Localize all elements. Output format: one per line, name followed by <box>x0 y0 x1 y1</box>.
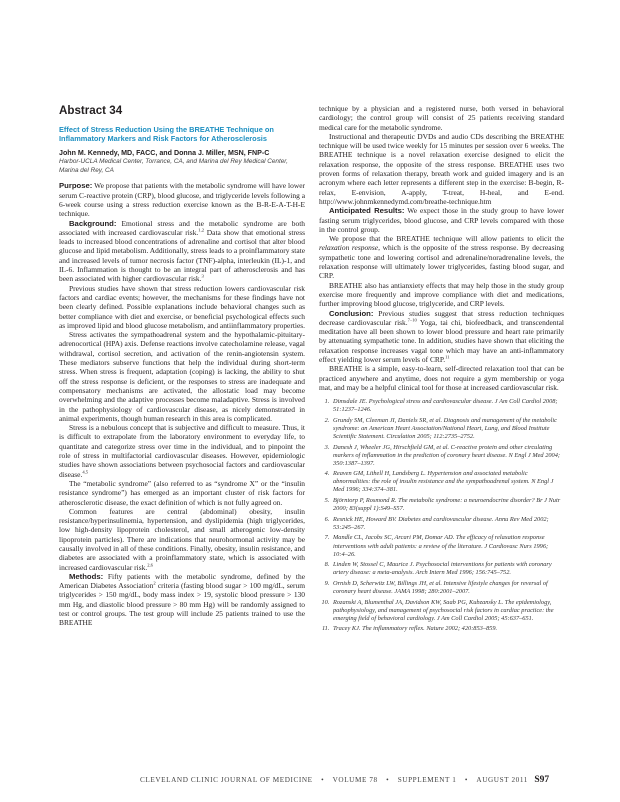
metabolic-syndrome-paragraph: The “metabolic syndrome” (also referred to as “syndrome X” or the “insulin resistance syndrome”) has emerged as an important cluster of risk factors for atherosclerotic disease, the exact definition of which is not fully agreed on. <box>59 478 305 507</box>
citation: 1,2 <box>198 227 205 233</box>
citation: 11 <box>445 354 450 360</box>
dvd-paragraph: Instructional and therapeutic DVDs and audio CDs describing the BREATHE technique will be used twice weekly for 15 minutes per session over 6 weeks. The BREATHE technique is a novel relaxation exercise designed to elicit the relaxation response, the opposite of the stress response. BREATHE uses two proven forms of relaxation therapy, breath work and guided imagery and is an acronym where each letter represents a different step in the exercise: B-begin, R-relax, E-envision, A-apply, T-treat, H-heal, and E-end. http://www.johnmkennedymd.com/breathe-technique.htm <box>319 131 564 206</box>
authors: John M. Kennedy, MD, FACC, and Donna J. Miller, MSN, FNP-C <box>59 148 270 157</box>
results-heading: Anticipated Results: <box>329 206 405 216</box>
reference-item: 5. Björntorp P, Rosmond R. The metabolic syndrome: a neuroendocrine disorder? Br J Nutr 2000; 83(suppl 1):S49–S57. <box>331 497 564 513</box>
reference-item: 7. Mandle CL, Jacobs SC, Arcari PM, Domar AD. The efficacy of relaxation response interventions with adult patients: a review of the literature. J Cardiovasc Nurs 1996; 10:4–26. <box>331 534 564 558</box>
reference-item: 10. Rozanski A, Blumenthal JA, Davidson KW, Saab PG, Kubzansky L. The epidemiology, pathophysiology, and management of psychosocial risk factors in cardiac practice: the emerging field of behavioral cardiology. J Am Coll Cardiol 2005; 45:637–651. <box>331 599 564 623</box>
methods-heading: Methods: <box>69 571 104 581</box>
separator: • <box>386 776 390 784</box>
left-column <box>59 104 305 628</box>
reference-item: 4. Reaven GM, Lithell H, Landsberg L. Hypertension and associated metabolic abnormalities: the role of insulin resistance and the sympathoadrenal system. N Engl J Med 1996; 334:374–381. <box>331 470 564 494</box>
citation: 2 <box>153 580 156 586</box>
background-text-1: Emotional stress and the metabolic syndrome are both associated with increased cardiovascular risk. <box>59 218 306 237</box>
background-text-2: Data show that emotional stress leads to increased blood concentrations of adrenaline and cortisol that alter blood glucose and lipid metabolism. Additionally, stress leads to a proinflammatory state and increased levels of tumor necrosis factor (TNF)-alpha, interleukin (IL)-1, and IL-6. Inflammation is thought to be an integral part of atherosclerosis and has been associated with higher cardiovascular risk. <box>59 227 305 284</box>
conclusion-heading: Conclusion: <box>329 308 374 318</box>
purpose-heading: Purpose: <box>59 181 93 191</box>
affiliation: Harbor-UCLA Medical Center, Torrance, CA, and Marina del Rey Medical Center, Marina del Rey, CA <box>59 158 288 174</box>
results-text: We expect those in the study group to have lower fasting serum triglycerides, blood glucose, and CRP levels compared with those in the control group. <box>319 206 564 234</box>
propose-paragraph <box>319 234 564 280</box>
methods-continued-paragraph: technique by a physician and a registered nurse, both versed in behavioral cardiology; the control group will consist of 25 patients receiving standard medical care for the metabolic syndrome. <box>319 104 564 132</box>
background-paragraph <box>59 219 305 284</box>
reference-item: 1. Dimsdale JE. Psychological stress and cardiovascular disease. J Am Coll Cardiol 2008; 51:1237–1246. <box>331 398 564 414</box>
common-features-paragraph <box>59 507 305 572</box>
citation: 7–10 <box>407 317 417 323</box>
nebulous-text: Stress is a nebulous concept that is subjective and difficult to measure. Thus, it is difficult to extrapolate from the laboratory environment to everyday life, to quantitate and categorize stress over time in the individual, and to pinpoint the role of stress in multifactorial cardiovascular diseases. However, epidemiologic studies have shown associations between psychosocial factors and cardiovascular disease. <box>59 423 305 479</box>
supplement: SUPPLEMENT 1 <box>397 776 457 784</box>
volume: VOLUME 78 <box>332 776 378 784</box>
issue-date: AUGUST 2011 <box>476 776 528 784</box>
conclusion-text-1: Previous studies suggest that stress reduction techniques decrease cardiovascular risk. <box>319 308 565 327</box>
page-footer <box>140 775 560 787</box>
nebulous-concept-paragraph <box>59 423 305 479</box>
reference-item: 11. Tracey KJ. The inflammatory reflex. Nature 2002; 420:853–859. <box>331 625 564 633</box>
reference-item: 6. Resnick HE, Howard BV. Diabetes and cardiovascular disease. Annu Rev Med 2002; 53:245–267. <box>331 516 564 532</box>
relaxation-response-term: relaxation response <box>319 243 379 253</box>
purpose-text: We propose that patients with the metabolic syndrome will have lower serum C-reactive protein (CRP), blood glucose, and triglyceride levels following a 6-week course using a stress reduction exercise known as the B-R-E-A-T-H-E technique. <box>59 181 305 219</box>
conclusion-text-2: Yoga, tai chi, biofeedback, and transcendental meditation have all been shown to lower blood pressure and heart rate primarily by attenuating sympathetic tone. In addition, studies have shown that eliciting the relaxation response increases vagal tone which may have an anti-inflammatory effect yielding lower serum levels of CRP. <box>319 317 564 365</box>
conclusion-paragraph <box>319 309 564 365</box>
methods-text-2: criteria (fasting blood sugar > 100 mg/dL, serum triglycerides > 150 mg/dL, body mass index > 19, systolic blood pressure > 130 mm Hg, and diastolic blood pressure > 80 mm Hg) will be randomly assigned to test or control groups. The test group will include 25 patients trained to use the BREATHE <box>59 581 305 628</box>
citation: 4,5 <box>82 469 89 475</box>
reference-item: 3. Danesh J, Wheeler JG, Hirschfield GM, et al. C-reactive protein and other circulating markers of inflammation in the prediction of coronary heart disease. N Engl J Med 2004; 350:1387–1397. <box>331 444 564 468</box>
abstract-label: Abstract 34 <box>59 104 123 117</box>
common-features-text: Common features are central (abdominal) obesity, insulin resistance/hyperinsulinemia, hypertension, and dyslipidemia (high triglycerides, low high-density lipoprotein cholesterol, and small atherogenic low-density lipoprotein particles). There are indications that neurohormonal activity may be causally involved in all of these conditions. Finally, obesity, insulin resistance, and diabetes are associated with a proinflammatory state, which is associated with increased cardiovascular risk. <box>59 506 305 572</box>
methods-text-1: Fifty patients with the metabolic syndrome, defined by the American Diabetes Association <box>59 571 306 591</box>
previous-studies-paragraph: Previous studies have shown that stress reduction lowers cardiovascular risk factors and cardiac events; however, the mechanisms for these findings have not been clearly defined. Possible explanations include behavioral changes such as better compliance with diet and exercise, or beneficial psychological effects such as improved lipid and blood glucose metabolism, and antiinflammatory properties. <box>59 283 306 330</box>
reference-item: 8. Linden W, Stossel C, Maurice J. Psychosocial interventions for patients with coronary artery disease: a meta-analysis. Arch Intern Med 1996; 156:745–752. <box>331 561 564 577</box>
reference-item: 9. Ornish D, Scherwitz LW, Billings JH, et al. Intensive lifestyle changes for reversal of coronary heart disease. JAMA 1998; 280:2001–2007. <box>331 580 564 596</box>
separator: • <box>321 776 325 784</box>
purpose-paragraph <box>59 181 305 218</box>
background-heading: Background: <box>69 218 117 228</box>
breathe-simple-paragraph: BREATHE is a simple, easy-to-learn, self-directed relaxation tool that can be practiced anywhere and anytime, does not require a gym membership or yoga mat, and may be a helpful clinical tool for those at increased cardiovascular risk. <box>319 364 564 392</box>
separator: • <box>464 776 469 784</box>
results-paragraph <box>319 206 564 234</box>
reference-list <box>319 398 564 633</box>
citation: 3 <box>201 273 204 279</box>
propose-text-2: , which is the opposite of the stress response. By decreasing sympathetic tone and lowering cortisol and adrenaline/noradrenaline levels, the relaxation response will ultimately lower triglycerides, fasting blood sugar, and CRP. <box>319 243 564 281</box>
methods-paragraph <box>59 572 305 628</box>
stress-activation-paragraph: Stress activates the sympathoadrenal system and the hypothalamic-pituitary-adrenocortical (HPA) axis. Defense reactions involve catecholamine release, vagal withdrawal, cortisol secretion, and activation of the renin-angiotensin system. These mediators subserve functions that help the individual during short-term stress. When stress is frequent, adaptation (coping) is lacking, the ability to shut off the stress response is deficient, or the responses to stress are inadequate and compensatory mechanisms are activated, the allostatic load may become overwhelming and the adaptive processes become maladaptive. Stress is involved in the pathophysiology of cardiovascular disease, as nicely demonstrated in animal experiments, though human research in this area is complicated. <box>59 330 305 423</box>
antianxiety-paragraph: BREATHE also has antianxiety effects that may help those in the study group exercise more frequently and improve compliance with diet and medications, further improving blood glucose, triglyceride, and CRP levels. <box>319 280 564 309</box>
journal-name: CLEVELAND CLINIC JOURNAL OF MEDICINE <box>140 776 313 784</box>
page-number: S97 <box>534 775 550 785</box>
abstract-title: Effect of Stress Reduction Using the BREATHE Technique on Inflammatory Markers and Risk Factors for Atherosclerosis <box>59 125 274 144</box>
reference-item: 2. Grundy SM, Cleeman JI, Daniels SR, et al. Diagnosis and management of the metabolic syndrome: an American Heart Association/National Heart, Lung, and Blood Institute Scientific Statement. Circulation 2005; 112:2735–2752. <box>331 417 564 441</box>
propose-text-1: We propose that the BREATHE technique will allow patients to elicit the <box>329 234 564 244</box>
citation: 2,6 <box>147 562 153 568</box>
right-column <box>319 104 564 636</box>
